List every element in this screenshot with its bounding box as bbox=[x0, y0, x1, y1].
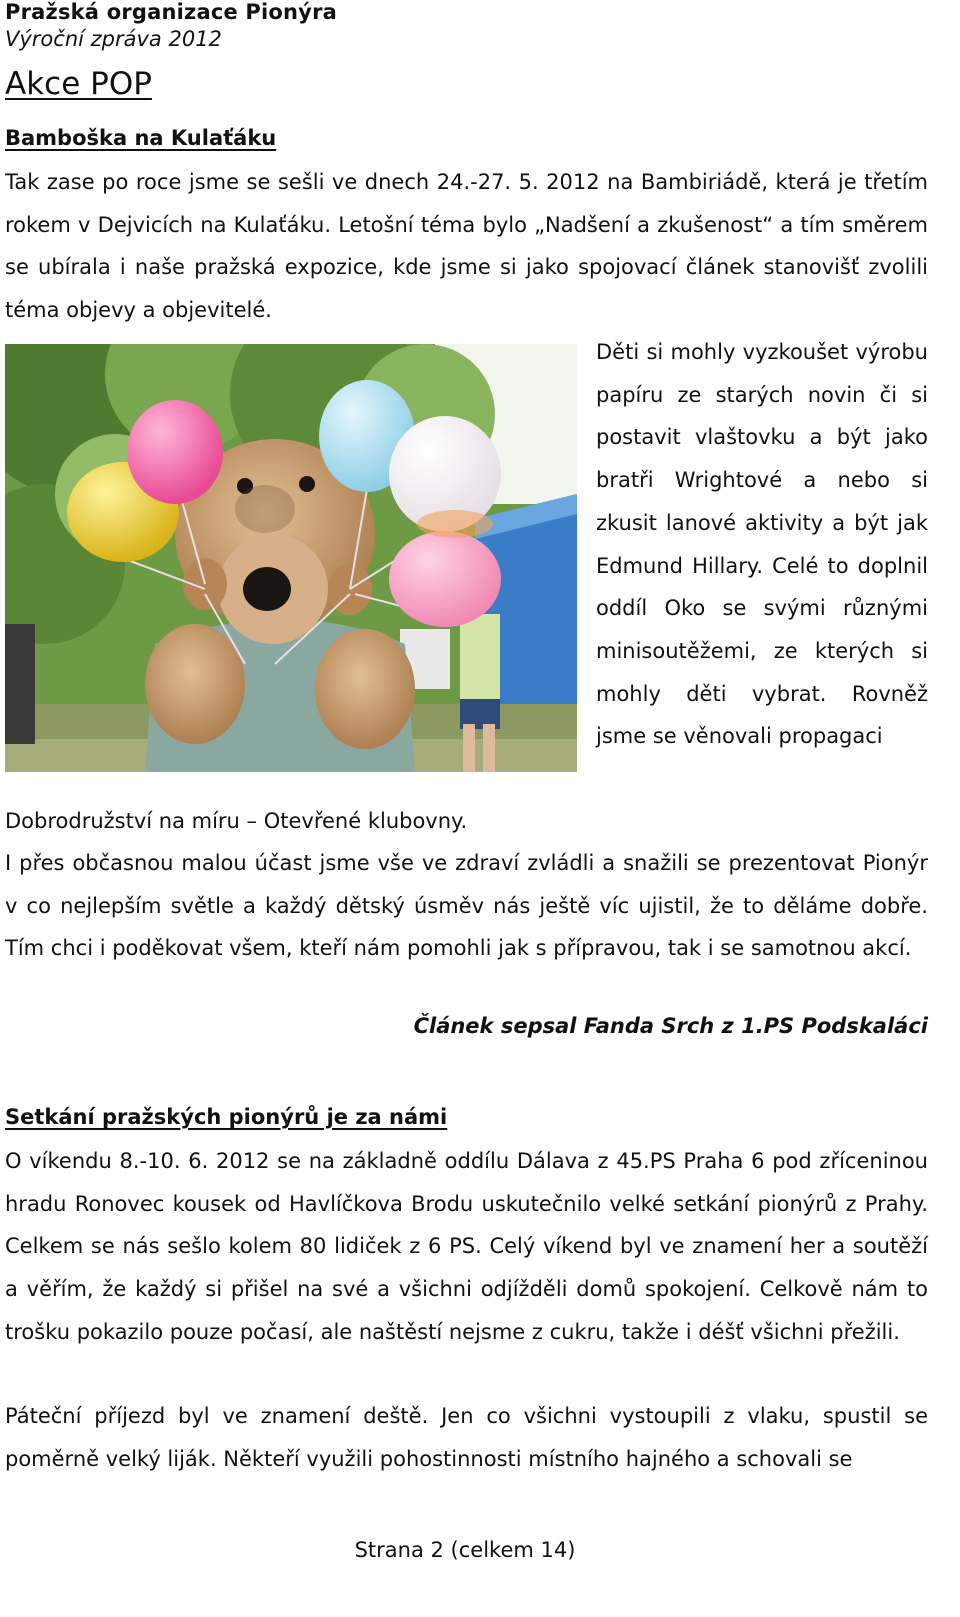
page-footer: Strana 2 (celkem 14) bbox=[354, 1538, 576, 1562]
section-title: Akce POP bbox=[5, 66, 152, 102]
article1-signature: Článek sepsal Fanda Srch z 1.PS Podskaláci bbox=[413, 1014, 928, 1038]
article-title-setkani: Setkání pražských pionýrů je za námi bbox=[5, 1105, 448, 1129]
article-title-bamboska: Bamboška na Kulaťáku bbox=[5, 126, 277, 150]
article1-intro-paragraph: Tak zase po roce jsme se sešli ve dnech 24.-27. 5. 2012 na Bambiriádě, která je třetím rokem v Dejvicích na Kulaťáku. Letošní téma bylo „Nadšení a zkušenost“ a tím směrem se ubírala i naše pražská expozice, kde jsme si jako spojovací článek stanovišť zvolili téma objevy a objevitelé. bbox=[5, 170, 928, 323]
article2-first-paragraph: O víkendu 8.-10. 6. 2012 se na základně oddílu Dálava z 45.PS Praha 6 pod zříceninou hradu Ronovec kousek od Havlíčkova Brodu uskutečnilo velké setkání pionýrů z Prahy. Celkem se nás sešlo kolem 80 lidiček z 6 PS. Celý víkend byl ve znamení her a soutěží a věřím, že každý si přišel na své a všichni odjížděli domů spokojení. Celkově nám to trošku pokazilo pouze počasí, ale naštěstí nejsme z cukru, takže i déšť všichni přežili. bbox=[5, 1149, 928, 1344]
article1-continued-line: Dobrodružství na míru – Otevřené klubovny. bbox=[5, 809, 468, 833]
header-organization: Pražská organizace Pionýra bbox=[5, 0, 338, 24]
article1-second-paragraph: I přes občasnou malou účast jsme vše ve zdraví zvládli a snažili se prezentovat Pionýr v co nejlepším světle a každý dětský úsměv nás ještě víc ujistil, že to děláme dobře. Tím chci i poděkovat všem, kteří nám pomohli jak s přípravou, tak i se samotnou akcí. bbox=[5, 851, 928, 961]
photo-bear-mascot-with-balloons bbox=[5, 344, 577, 772]
article2-second-paragraph: Páteční příjezd byl ve znamení deště. Jen co všichni vystoupili z vlaku, spustil se poměrně velký liják. Někteří využili pohostinnosti místního hajného a schovali se bbox=[5, 1404, 928, 1471]
header-report-title: Výroční zpráva 2012 bbox=[5, 27, 222, 51]
article1-side-paragraph: Děti si mohly vyzkoušet výrobu papíru ze starých novin či si postavit vlaštovku a být jako bratři Wrightové a nebo si zkusit lanové aktivity a být jak Edmund Hillary. Celé to doplnil oddíl Oko se svými různými minisoutěžemi, ze kterých si mohly děti vybrat. Rovněž jsme se věnovali propagaci bbox=[596, 340, 928, 749]
